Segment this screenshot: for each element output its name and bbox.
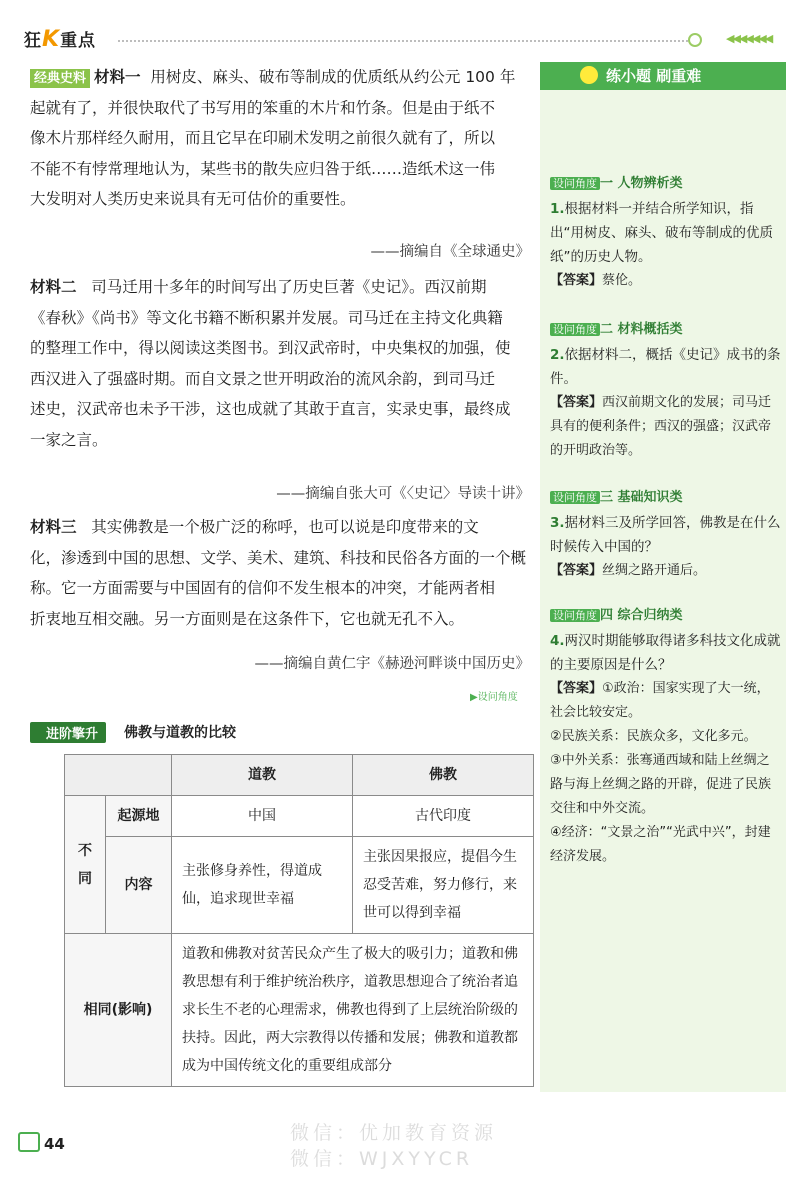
advanced-tag: 进阶擎升: [30, 722, 106, 743]
comparison-table: [64, 754, 534, 1087]
same-text: 道教和佛教对贫苦民众产生了极大的吸引力；道教和佛教思想有利于维护统治秩序，道教思想迎合了统治者追求长生不老的心理需求，佛教也得到了上层统治阶级的扶持。因此，两大宗教得以传播和发展；佛教和道教都成为中国传统文化的重要组成部分: [172, 934, 534, 1087]
col-taoism: 道教: [172, 755, 353, 796]
content-taoism: 主张修身养性，得道成仙，追求现世幸福: [172, 837, 353, 934]
header-arrows-icon: ◀◀◀◀◀◀◀: [726, 32, 772, 45]
question-angle-link[interactable]: ▶设问角度: [470, 692, 518, 703]
advanced-title: 佛教与道教的比较: [124, 725, 236, 741]
origin-taoism: 中国: [172, 796, 353, 837]
practice-banner: 练小题 刷重难: [540, 62, 786, 90]
header-dotted-rule: [118, 40, 688, 42]
page-number: 44: [18, 1132, 65, 1153]
question-1: 设问角度 一 人物辨析类 1.根据材料一并结合所学知识，指出“用树皮、麻头、破布等制成的优质纸”的历史人物。 【答案】蔡伦。: [550, 176, 773, 288]
content-label: 内容: [106, 837, 172, 934]
diff-label: 不同: [65, 796, 106, 934]
material-2: 材料二 司马迁用十多年的时间写出了历史巨著《史记》。西汉前期 《春秋》《尚书》等文化书籍不断积累并发展。司马迁在主持文化典籍 的整理工作中，得以阅读这类图书。到汉武帝时，中央集权的加强，使 西汉进入了强盛时期。而自文景之世开明政治的流风余韵，到司马迁 述史，汉武帝也未予干涉，这也成就了其敢于直言，实录史事，最终成 一家之言。: [30, 278, 511, 449]
watermark-1: 微信：优加教育资源: [290, 1122, 498, 1144]
origin-buddhism: 古代印度: [353, 796, 534, 837]
material-3: 材料三 其实佛教是一个极广泛的称呼，也可以说是印度带来的文 化，渗透到中国的思想、文学、美术、建筑、科技和民俗各方面的一个概 称。它一方面需要与中国固有的信仰不发生根本的冲突，才能两者相 折衷地互相交融。另一方面则是在这条件下，它也就无孔不入。: [30, 518, 527, 628]
brand-logo: 狂K重点: [24, 27, 97, 52]
header-ring-icon: [688, 33, 702, 47]
material-2-source: ——摘编自张大可《〈史记〉导读十讲》: [276, 486, 530, 502]
content-buddhism: 主张因果报应，提倡今生忍受苦难，努力修行，来世可以得到幸福: [353, 837, 534, 934]
material-1: 经典史料 材料一 用树皮、麻头、破布等制成的优质纸从约公元 100 年 起就有了，并很快取代了书写用的笨重的木片和竹条。但是由于纸不 像木片那样经久耐用，而且它早在印刷术发明之前很久就有了，所以 不能不有悖常理地认为，某些书的散失应归咎于纸……造纸术这一伟 大发明对人类历史来说具有无可估价的重要性。: [30, 68, 516, 208]
question-4: 设问角度 四 综合归纳类 4.两汉时期能够取得诸多科技文化成就的主要原因是什么？ 【答案】①政治：国家实现了大一统，社会比较安定。 ②民族关系：民族众多，文化多元。 ③中外关系：张骞通西域和陆上丝绸之路与海上丝绸之路的开辟，促进了民族交往和中外交流。 ④经济：“文景之治”“光武中兴”，封建经济发展。: [550, 608, 781, 864]
watermark-2: 微信：WJXYYCR: [290, 1148, 474, 1170]
material-3-source: ——摘编自黄仁宇《赫逊河畔谈中国历史》: [254, 656, 530, 672]
same-label: 相同(影响): [65, 934, 172, 1087]
col-buddhism: 佛教: [353, 755, 534, 796]
classic-source-tag: 经典史料: [30, 69, 90, 88]
material-1-source: ——摘编自《全球通史》: [370, 244, 530, 260]
origin-label: 起源地: [106, 796, 172, 837]
page-icon: [18, 1132, 40, 1152]
practice-icon: [580, 66, 598, 84]
question-3: 设问角度 三 基础知识类 3.据材料三及所学回答，佛教是在什么时候传入中国的？ 【答案】丝绸之路开通后。: [550, 490, 781, 578]
table-corner: [65, 755, 172, 796]
question-2: 设问角度 二 材料概括类 2.依据材料二，概括《史记》成书的条件。 【答案】西汉前期文化的发展；司马迁具有的便利条件；西汉的强盛；汉武帝的开明政治等。: [550, 322, 781, 458]
